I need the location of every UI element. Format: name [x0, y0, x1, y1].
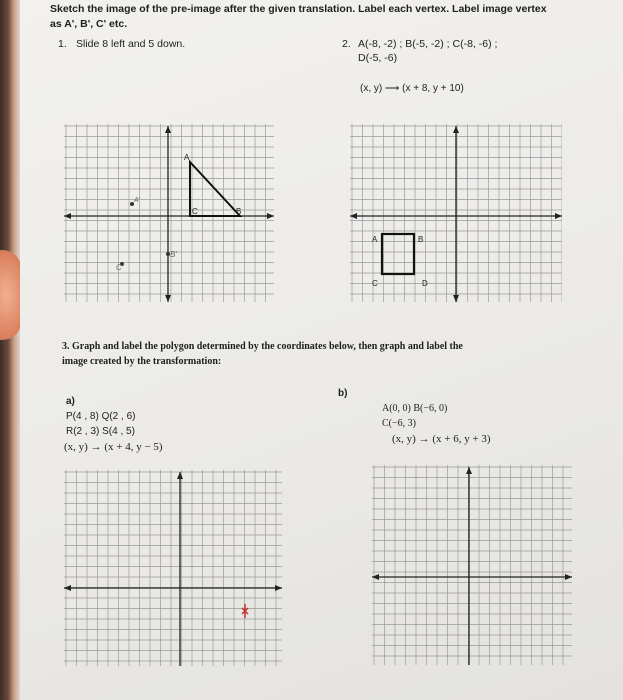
section-3-heading-line-1: 3. Graph and label the polygon determined by the coordinates below, then graph and label the [62, 341, 463, 352]
sketch-label-c-prime: C' [116, 263, 124, 272]
vertex-label-a: A [372, 235, 378, 244]
vertex-label-a: A [184, 153, 190, 162]
grid-2-arrow-down [453, 295, 459, 302]
grid-2-arrow-left [350, 213, 357, 219]
grid-3-arrow-up [177, 472, 183, 479]
grid-3-svg [64, 470, 282, 666]
grid-2-arrow-up [453, 126, 459, 133]
problem-2-coords-line-2: D(-5, -6) [358, 52, 398, 64]
part-a-line-1: P(4 , 8) Q(2 , 6) [66, 411, 136, 422]
part-b-rule: (x, y) → (x + 6, y + 3) [392, 433, 491, 445]
grid-2-svg [350, 124, 562, 302]
grid-4-lines [372, 465, 572, 665]
part-b-label: b) [338, 388, 348, 399]
problem-2-coords-line-1: A(-8, -2) ; B(-5, -2) ; C(-8, -6) ; [358, 38, 498, 50]
part-a-rule: (x, y) → (x + 4, y − 5) [64, 441, 163, 453]
coordinate-grid-problem-1 [64, 124, 274, 302]
grid-3-arrow-right [275, 585, 282, 591]
rectangle-abcd [382, 234, 414, 274]
sketch-label-b-prime: B' [170, 250, 177, 259]
grid-4-arrow-right [565, 574, 572, 580]
coordinate-grid-part-a [64, 470, 282, 666]
vertex-label-c: C [192, 207, 198, 216]
vertex-label-b: B [236, 207, 242, 216]
problem-1-number: 1. [58, 38, 67, 50]
vertex-label-c: C [372, 279, 378, 288]
finger [0, 250, 22, 340]
problem-2-number: 2. [342, 38, 351, 50]
grid-1-lines [64, 124, 274, 302]
part-b-line-1: A(0, 0) B(−6, 0) [382, 403, 448, 414]
grid-1-arrow-left [64, 213, 71, 219]
vertex-label-d: D [422, 279, 428, 288]
grid-4-arrow-left [372, 574, 379, 580]
worksheet-page [20, 0, 623, 700]
instructions-line-1: Sketch the image of the pre-image after the given translation. Label each vertex. Label image vertex [50, 3, 547, 15]
part-a-line-2: R(2 , 3) S(4 , 5) [66, 426, 135, 437]
problem-2-rule: (x, y) ⟶ (x + 8, y + 10) [360, 83, 464, 94]
sketch-label-a-prime: A' [134, 197, 141, 204]
part-b-line-2: C(−6, 3) [382, 418, 416, 429]
grid-3-lines [64, 470, 282, 666]
grid-1-arrow-right [267, 213, 274, 219]
grid-3-arrow-left [64, 585, 71, 591]
grid-4-arrow-up [466, 467, 472, 474]
red-mark [242, 604, 248, 618]
coordinate-grid-part-b [372, 465, 572, 665]
grid-1-svg [64, 124, 274, 302]
vertex-label-b: B [418, 235, 424, 244]
grid-4-svg [372, 465, 572, 665]
instructions-line-2: as A', B', C' etc. [50, 18, 128, 30]
problem-1-text: Slide 8 left and 5 down. [76, 38, 186, 50]
grid-2-arrow-right [555, 213, 562, 219]
coordinate-grid-problem-2 [350, 124, 562, 302]
section-3-heading-line-2: image created by the transformation: [62, 356, 222, 367]
grid-1-arrow-down [165, 295, 171, 302]
grid-1-arrow-up [165, 126, 171, 133]
part-a-label: a) [66, 396, 75, 407]
